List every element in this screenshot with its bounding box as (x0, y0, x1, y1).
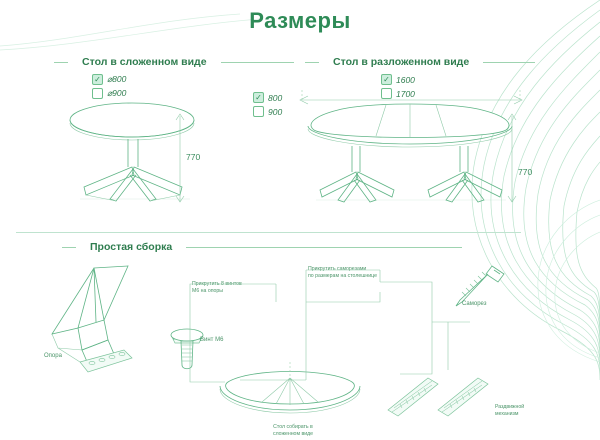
legend-row[interactable] (253, 106, 282, 117)
section-divider (16, 232, 521, 233)
assemble-note: Стол собирать в сложенном виде (272, 424, 314, 438)
legend-value: 1700 (396, 88, 415, 99)
unfolded-height-dimension (500, 112, 534, 206)
screws-note: Прикрутить саморезами по размерам на столешнице (308, 266, 377, 280)
legend-value: ⌀800 (107, 74, 127, 84)
unfolded-table-drawing (290, 100, 533, 212)
section-heading-unfolded (305, 56, 535, 68)
section-heading-folded (54, 56, 294, 68)
checkbox-checked-icon[interactable]: ✓ (92, 74, 103, 85)
legend-row[interactable] (92, 74, 126, 85)
legend-value: 900 (268, 106, 283, 117)
folded-height-label: 770 (186, 152, 201, 162)
legend-value: 800 (268, 92, 283, 103)
checkbox-checked-icon[interactable]: ✓ (253, 92, 264, 103)
assembly-heading-text: Простая сборка (84, 241, 178, 253)
bolt-label: Винт М6 (200, 337, 224, 343)
folded-heading-text: Стол в сложенном виде (76, 56, 213, 68)
page-title: Размеры (249, 8, 351, 33)
legend-value: 1600 (396, 74, 415, 85)
folded-table-drawing (50, 95, 235, 210)
unfolded-heading-text: Стол в разложенном виде (327, 56, 475, 68)
legend-value: ⌀900 (107, 88, 127, 98)
checkbox-unchecked-icon[interactable] (253, 106, 264, 117)
checkbox-checked-icon[interactable]: ✓ (381, 74, 392, 85)
support-label: Опора (44, 353, 62, 359)
assembly-connector-lines (80, 262, 500, 437)
unfolded-height-label: 770 (518, 167, 533, 177)
unfolded-depth-legend (253, 92, 282, 120)
bolts-note: Прикрутить 8 винтов М6 на опоры (192, 281, 242, 295)
legend-row[interactable] (253, 92, 282, 103)
screw-label: Саморез (462, 301, 487, 307)
header-band (0, 0, 600, 52)
mechanism-label: Раздвижной механизм (495, 404, 525, 418)
section-heading-assembly (62, 241, 462, 253)
